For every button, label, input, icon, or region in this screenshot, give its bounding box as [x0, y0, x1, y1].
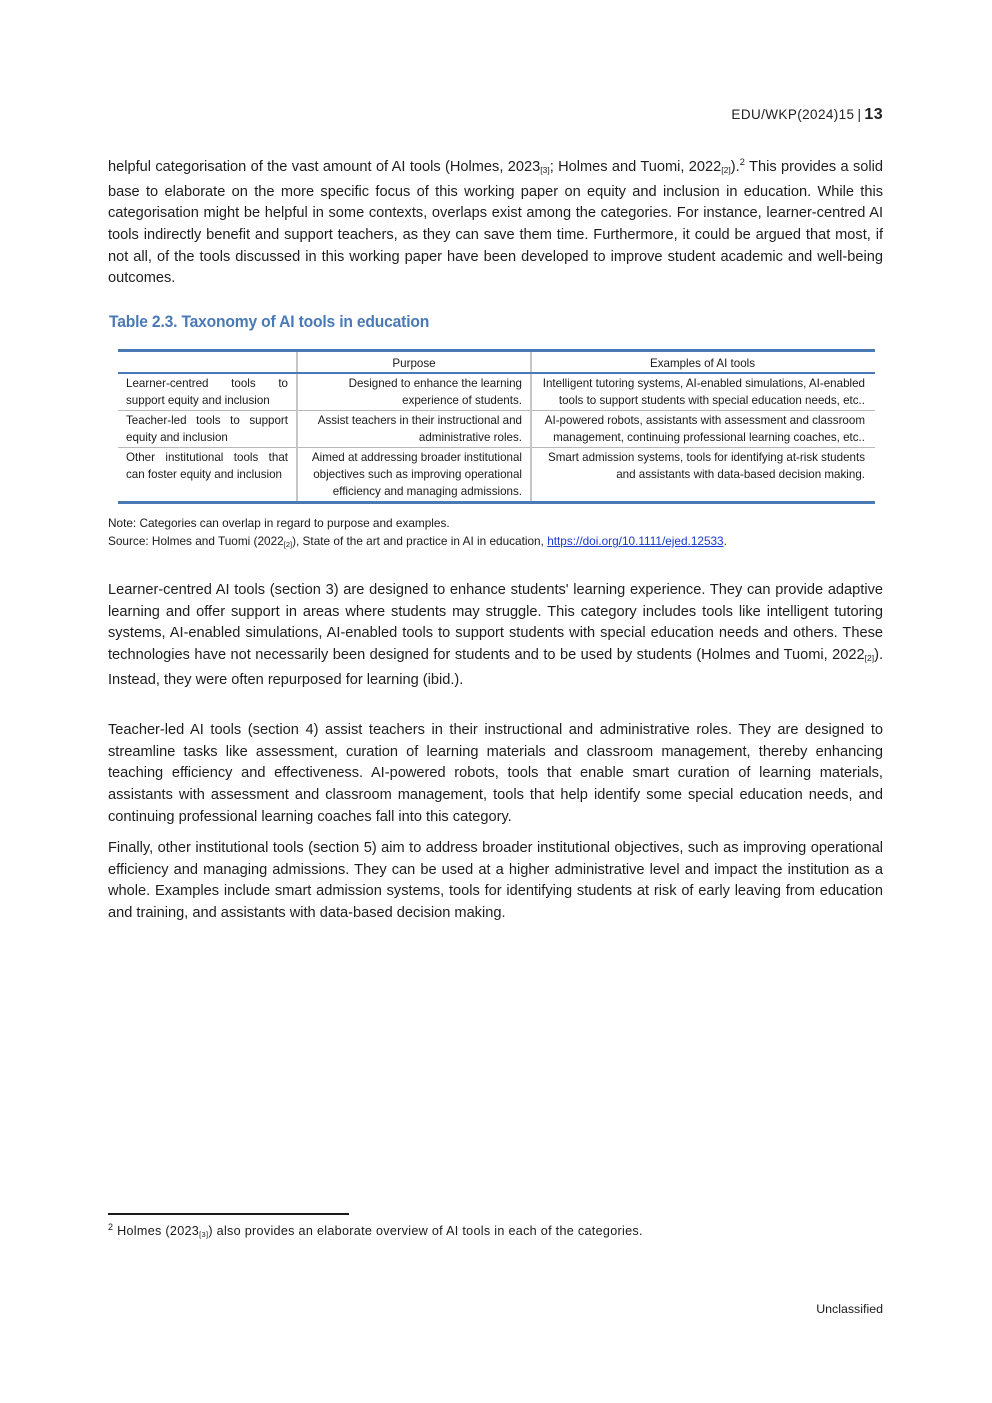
- row-category: Other institutional tools that can foster equity and inclusion: [126, 451, 288, 481]
- table-header-row: [118, 351, 875, 374]
- footnote-text-2: ) also provides an elaborate overview of AI tools in each of the categories.: [208, 1224, 643, 1239]
- header-separator: |: [857, 107, 862, 122]
- source-text-1: Source: Holmes and Tuomi (2022: [108, 534, 284, 548]
- footnote: [108, 1222, 643, 1239]
- intro-paragraph: [108, 152, 883, 290]
- learner-centred-paragraph: [108, 580, 883, 692]
- table-source: [108, 532, 727, 554]
- table-row: [118, 373, 875, 411]
- citation-ref[interactable]: [3]: [540, 164, 550, 175]
- source-text-2: ), State of the art and practice in AI in education,: [292, 534, 548, 548]
- row-purpose: Designed to enhance the learning experience of students.: [297, 373, 531, 411]
- learner-text-1: Learner-centred AI tools (section 3) are designed to enhance students' learning experience. They can provide adaptive learning and offer support in areas where students may struggle. This category includes tools like intelligent tutoring systems, AI-enabled simulations, AI-enabled tools to support students with special education needs and others. These technologies have not necessarily been designed for students and to be used by students (Holmes and Tuomi, 2022: [108, 582, 883, 664]
- row-examples: Intelligent tutoring systems, AI-enabled simulations, AI-enabled tools to support students with special education needs, etc..: [531, 373, 875, 411]
- intro-text-4: This provides a solid base to elaborate on the more specific focus of this working paper on equity and inclusion in education. While this categorisation might be helpful in some contexts, overlaps exist among the categories. For instance, learner-centred AI tools indirectly benefit and support teachers, as they can save them time. Furthermore, it could be argued that most, if not all, of the tools discussed in this working paper have been developed to improve student academic and well-being outcomes.: [108, 158, 884, 287]
- footnote-divider: [108, 1213, 349, 1215]
- intro-text-2: ; Holmes and Tuomi, 2022: [549, 158, 722, 175]
- table-row: [118, 448, 875, 503]
- taxonomy-table: [118, 349, 875, 504]
- document-reference: EDU/WKP(2024)15: [731, 107, 855, 122]
- footnote-marker[interactable]: 2: [739, 157, 745, 168]
- source-text-3: .: [723, 534, 727, 548]
- footnote-number: 2: [108, 1222, 114, 1232]
- citation-ref[interactable]: [2]: [864, 653, 875, 664]
- citation-ref[interactable]: [3]: [199, 1230, 209, 1240]
- header-cell-examples: Examples of AI tools: [531, 351, 875, 374]
- intro-text-3: ).: [730, 158, 740, 175]
- row-examples: AI-powered robots, assistants with assessment and classroom management, continuing professional learning coaches, etc..: [531, 411, 875, 448]
- table-notes: [108, 514, 727, 554]
- teacher-led-paragraph: Teacher-led AI tools (section 4) assist teachers in their instructional and administrative roles. They are designed to streamline tasks like assessment, curation of learning materials and classroom management, thereby enhancing teaching efficiency and effectiveness. AI-powered robots, tools that enable smart curation of learning materials, assistants with assessment and classroom management, tools that help identify some special education needs, and continuing professional learning coaches fall into this category.: [108, 722, 883, 825]
- row-category: Teacher-led tools to support equity and inclusion: [118, 411, 297, 448]
- table-row: [118, 411, 875, 448]
- header-cell-category: [118, 351, 297, 374]
- row-category: Learner-centred tools to support equity and inclusion: [118, 373, 297, 411]
- citation-ref[interactable]: [2]: [283, 540, 293, 549]
- footnote-text-1: Holmes (2023: [113, 1224, 200, 1239]
- citation-ref[interactable]: [2]: [721, 164, 731, 175]
- table-note: Note: Categories can overlap in regard to purpose and examples.: [108, 516, 450, 530]
- row-purpose: Aimed at addressing broader institutional objectives such as improving operational efficiency and managing admissions.: [297, 448, 531, 503]
- page-header: [731, 106, 883, 124]
- row-examples: Smart admission systems, tools for identifying at-risk students and assistants with data-based decision making.: [547, 451, 865, 481]
- doi-link[interactable]: https://doi.org/10.1111/ejed.12533: [547, 534, 724, 548]
- row-purpose: Assist teachers in their instructional and administrative roles.: [297, 411, 531, 448]
- page-number: 13: [864, 106, 883, 123]
- classification-label: Unclassified: [816, 1302, 883, 1316]
- institutional-paragraph: Finally, other institutional tools (section 5) aim to address broader institutional objectives, such as improving operational efficiency and managing admissions. They can be used at a higher administrative level and impact the institution as a whole. Examples include smart admission systems, tools for identifying students at risk of early leaving from education and training, and assistants with data-based decision making.: [108, 840, 883, 922]
- learner-text-2: ). Instead, they were often repurposed for learning (ibid.).: [108, 647, 883, 688]
- intro-text-1: helpful categorisation of the vast amount of AI tools (Holmes, 2023: [108, 158, 541, 175]
- table-title: Table 2.3. Taxonomy of AI tools in education: [109, 312, 430, 331]
- header-cell-purpose: Purpose: [297, 351, 531, 374]
